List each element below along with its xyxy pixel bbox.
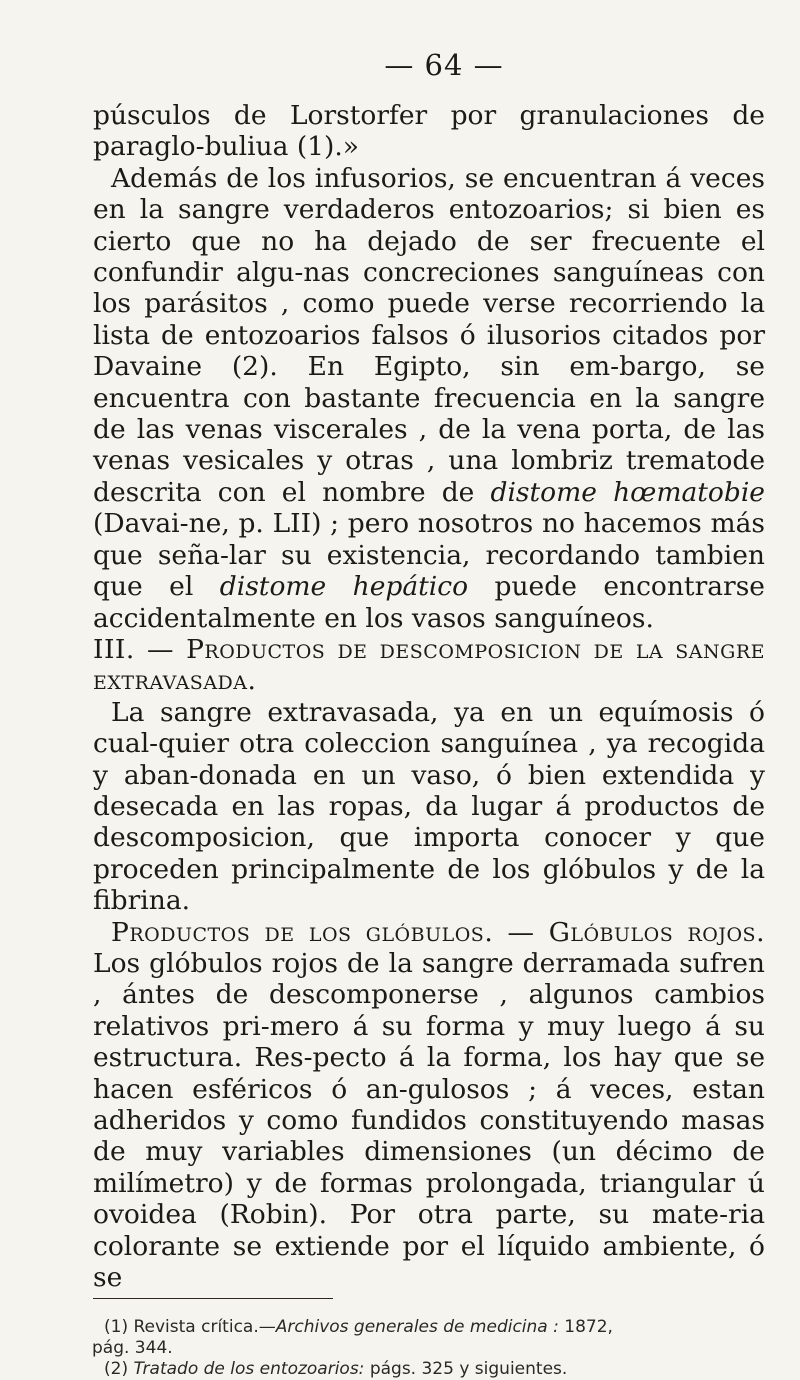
paragraph-4 — [93, 917, 765, 1294]
paragraph-2-italic-1: distome hœmatobie — [490, 476, 765, 508]
footnote-1-italic: Archivos generales de medicina : — [275, 1317, 559, 1337]
paragraph-2-mid: (Davai-ne, p. LII) ; pero nosotros no hacemos más que seña-lar su existencia, recordando tambien que el — [93, 508, 765, 603]
footnote-2-italic: Tratado de los entozoarios: — [133, 1359, 365, 1379]
paragraph-4-subheading: Productos de los glóbulos. — Glóbulos rojos. — [111, 916, 765, 948]
footnote-rule — [93, 1298, 333, 1299]
paragraph-4-text: Los glóbulos rojos de la sangre derramada sufren , ántes de descomponerse , algunos cambios relativos pri-mero á su forma y muy luego á su estructura. Res-pecto á la forma, los hay que se hacen esféricos ó an-gulosos ; á veces, estan adheridos y como fundidos constituyendo masas de muy variables dimensiones (un décimo de milímetro) y de formas prolongada, triangular ú ovoidea (Robin). Por otra parte, su mate-ria colorante se extiende por el líquido ambiente, ó se — [93, 947, 765, 1294]
footnote-2 — [104, 1359, 764, 1380]
body-text — [93, 100, 765, 1293]
footnote-2-start: (2) — [104, 1359, 134, 1379]
page-number: — 64 — — [384, 48, 504, 82]
paragraph-1: púsculos de Lorstorfer por granulaciones de paraglo-buliua (1).» — [93, 100, 765, 163]
footnote-2-end: págs. 325 y siguientes. — [364, 1359, 568, 1379]
paragraph-2-italic-2: distome hepático — [219, 571, 469, 603]
footnote-1 — [104, 1317, 764, 1338]
paragraph-3: La sangre extravasada, ya en un equímosis ó cual-quier otra coleccion sanguínea , ya recogida y aban-donada en un vaso, ó bien extendida y desecada en las ropas, da lugar á productos de descomposicion, que importa conocer y que proceden principalmente de los glóbulos y de la fibrina. — [93, 696, 765, 917]
footnotes — [92, 1317, 764, 1380]
footnote-1-end: 1872, — [558, 1317, 613, 1337]
footnote-1-continued: pág. 344. — [92, 1338, 173, 1358]
paragraph-2-end: puede encontrarse accidentalmente en los vasos sanguíneos. — [93, 571, 765, 634]
paragraph-2-start: Además de los infusorios, se encuentran á veces en la sangre verdaderos entozoarios; si bien es cierto que no ha dejado de ser frecuente el confundir algu-nas concreciones sanguíneas con los parásitos , como puede verse recorriendo la lista de entozoarios falsos ó ilusorios citados por Davaine (2). En Egipto, sin em-bargo, se encuentra con bastante frecuencia en la sangre de las venas viscerales , de la vena porta, de las venas vesicales y otras , una lombriz trematode descrita con el nombre de — [93, 162, 765, 508]
page — [93, 48, 765, 1293]
section-heading: III. — Productos de descomposicion de la sangre extravasada. — [93, 633, 765, 697]
footnote-1-start: (1) Revista crítica.— — [104, 1317, 276, 1337]
paragraph-2 — [93, 163, 765, 634]
